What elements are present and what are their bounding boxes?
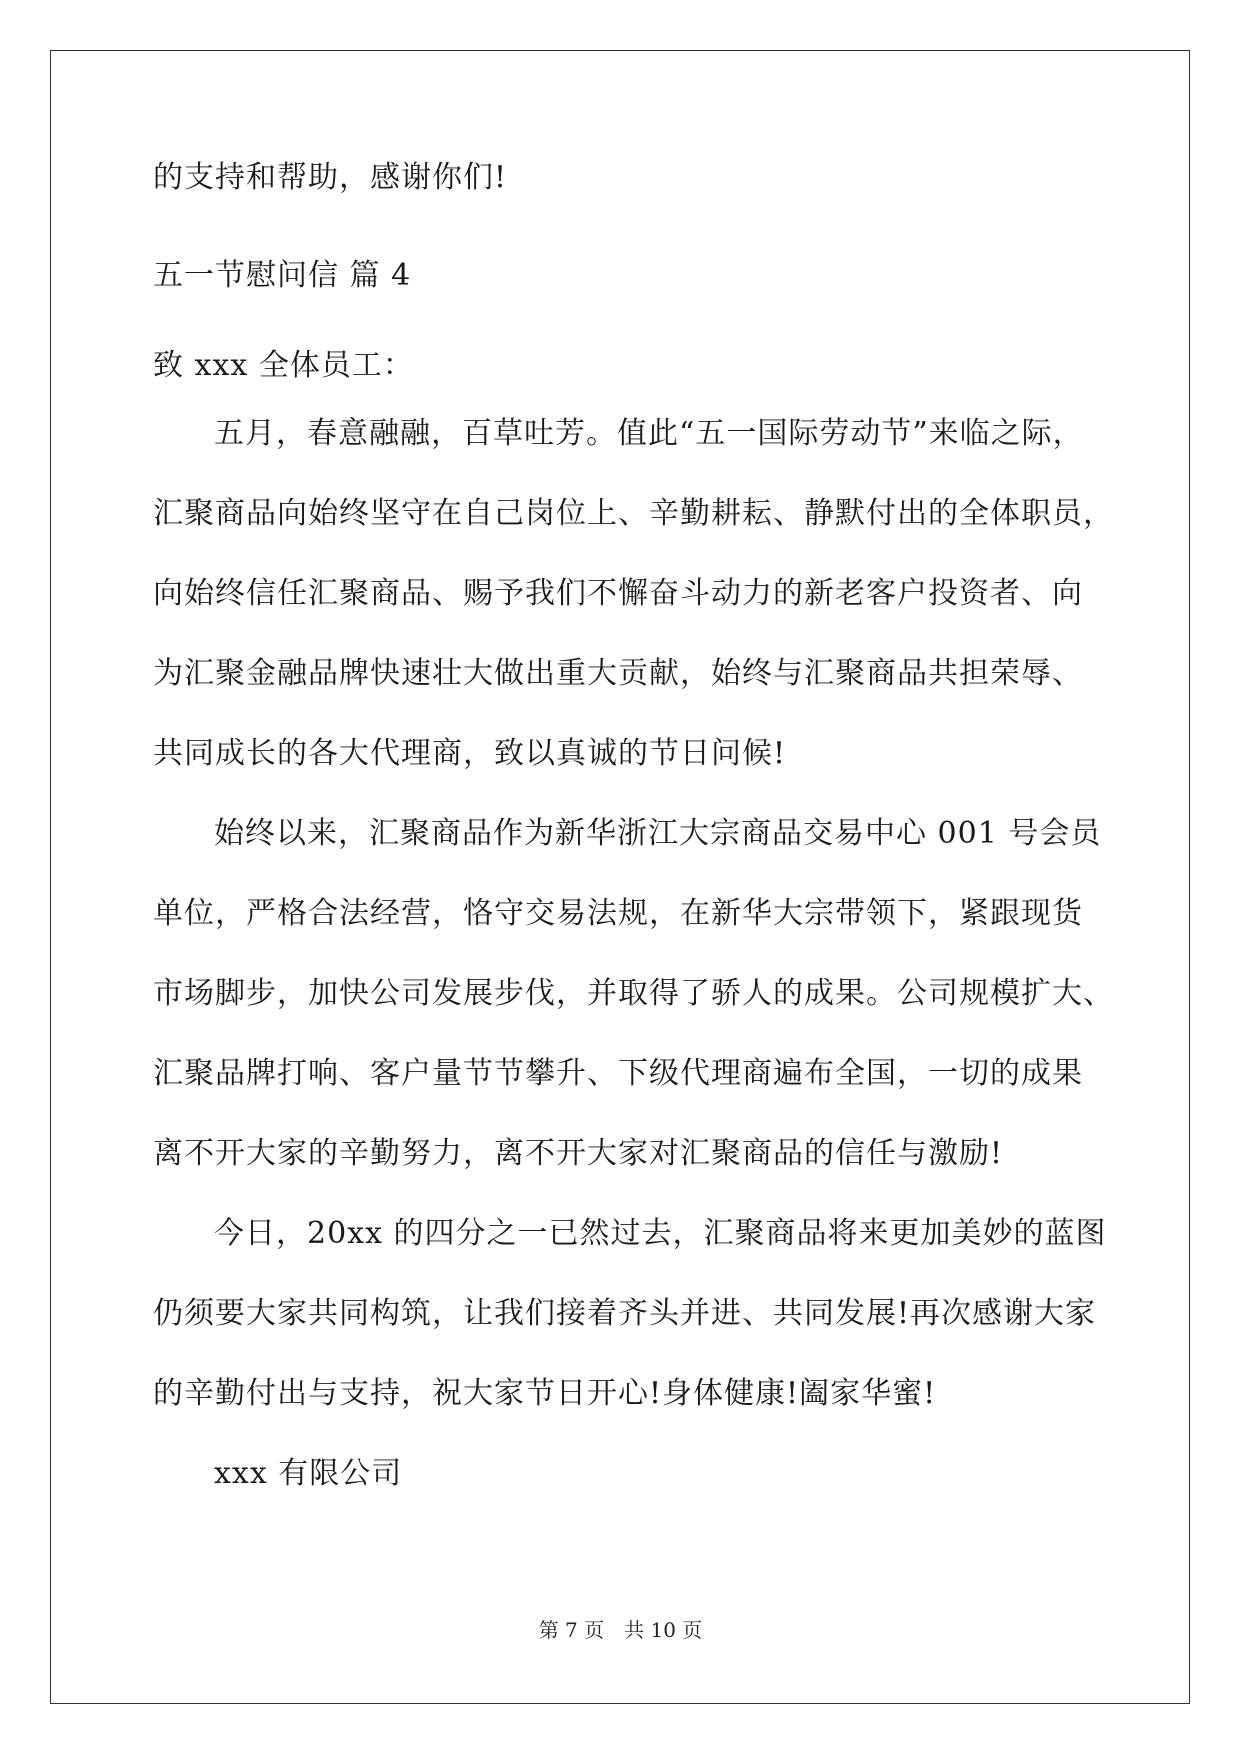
paragraph-2-line-2: 单位，严格合法经营，恪守交易法规，在新华大宗带领下，紧跟现货 — [153, 896, 1083, 931]
page-footer — [0, 1618, 1241, 1642]
paragraph-1-line-3: 向始终信任汇聚商品、赐予我们不懈奋斗动力的新老客户投资者、向 — [153, 576, 1083, 611]
paragraph-3-line-2: 仍须要大家共同构筑，让我们接着齐头并进、共同发展!再次感谢大家 — [153, 1296, 1097, 1331]
page-number-total: 共 10 页 — [624, 1618, 703, 1642]
paragraph-3-line-1: 今日，20xx 的四分之一已然过去，汇聚商品将来更加美妙的蓝图 — [214, 1216, 1107, 1251]
paragraph-1-line-4: 为汇聚金融品牌快速壮大做出重大贡献，始终与汇聚商品共担荣辱、 — [153, 656, 1083, 691]
text-line-continuation: 的支持和帮助，感谢你们! — [153, 160, 508, 195]
paragraph-1-line-2: 汇聚商品向始终坚守在自己岗位上、辛勤耕耘、静默付出的全体职员， — [153, 496, 1114, 531]
paragraph-2-line-4: 汇聚品牌打响、客户量节节攀升、下级代理商遍布全国，一切的成果 — [153, 1056, 1083, 1091]
salutation: 致 xxx 全体员工： — [153, 348, 414, 383]
section-heading: 五一节慰问信 篇 4 — [153, 258, 412, 293]
paragraph-2-line-3: 市场脚步，加快公司发展步伐，并取得了骄人的成果。公司规模扩大、 — [153, 976, 1114, 1011]
paragraph-2-line-1: 始终以来，汇聚商品作为新华浙江大宗商品交易中心 001 号会员 — [214, 816, 1102, 851]
signature-company: xxx 有限公司 — [214, 1456, 403, 1491]
paragraph-2-line-5: 离不开大家的辛勤努力，离不开大家对汇聚商品的信任与激励! — [153, 1136, 1004, 1171]
page-number-current: 第 7 页 — [538, 1618, 605, 1642]
paragraph-3-line-3: 的辛勤付出与支持，祝大家节日开心!身体健康!阖家华蜜! — [153, 1376, 937, 1411]
paragraph-1-line-1: 五月，春意融融，百草吐芳。值此“五一国际劳动节”来临之际， — [214, 416, 1084, 451]
paragraph-1-line-5: 共同成长的各大代理商，致以真诚的节日问候! — [153, 736, 787, 771]
